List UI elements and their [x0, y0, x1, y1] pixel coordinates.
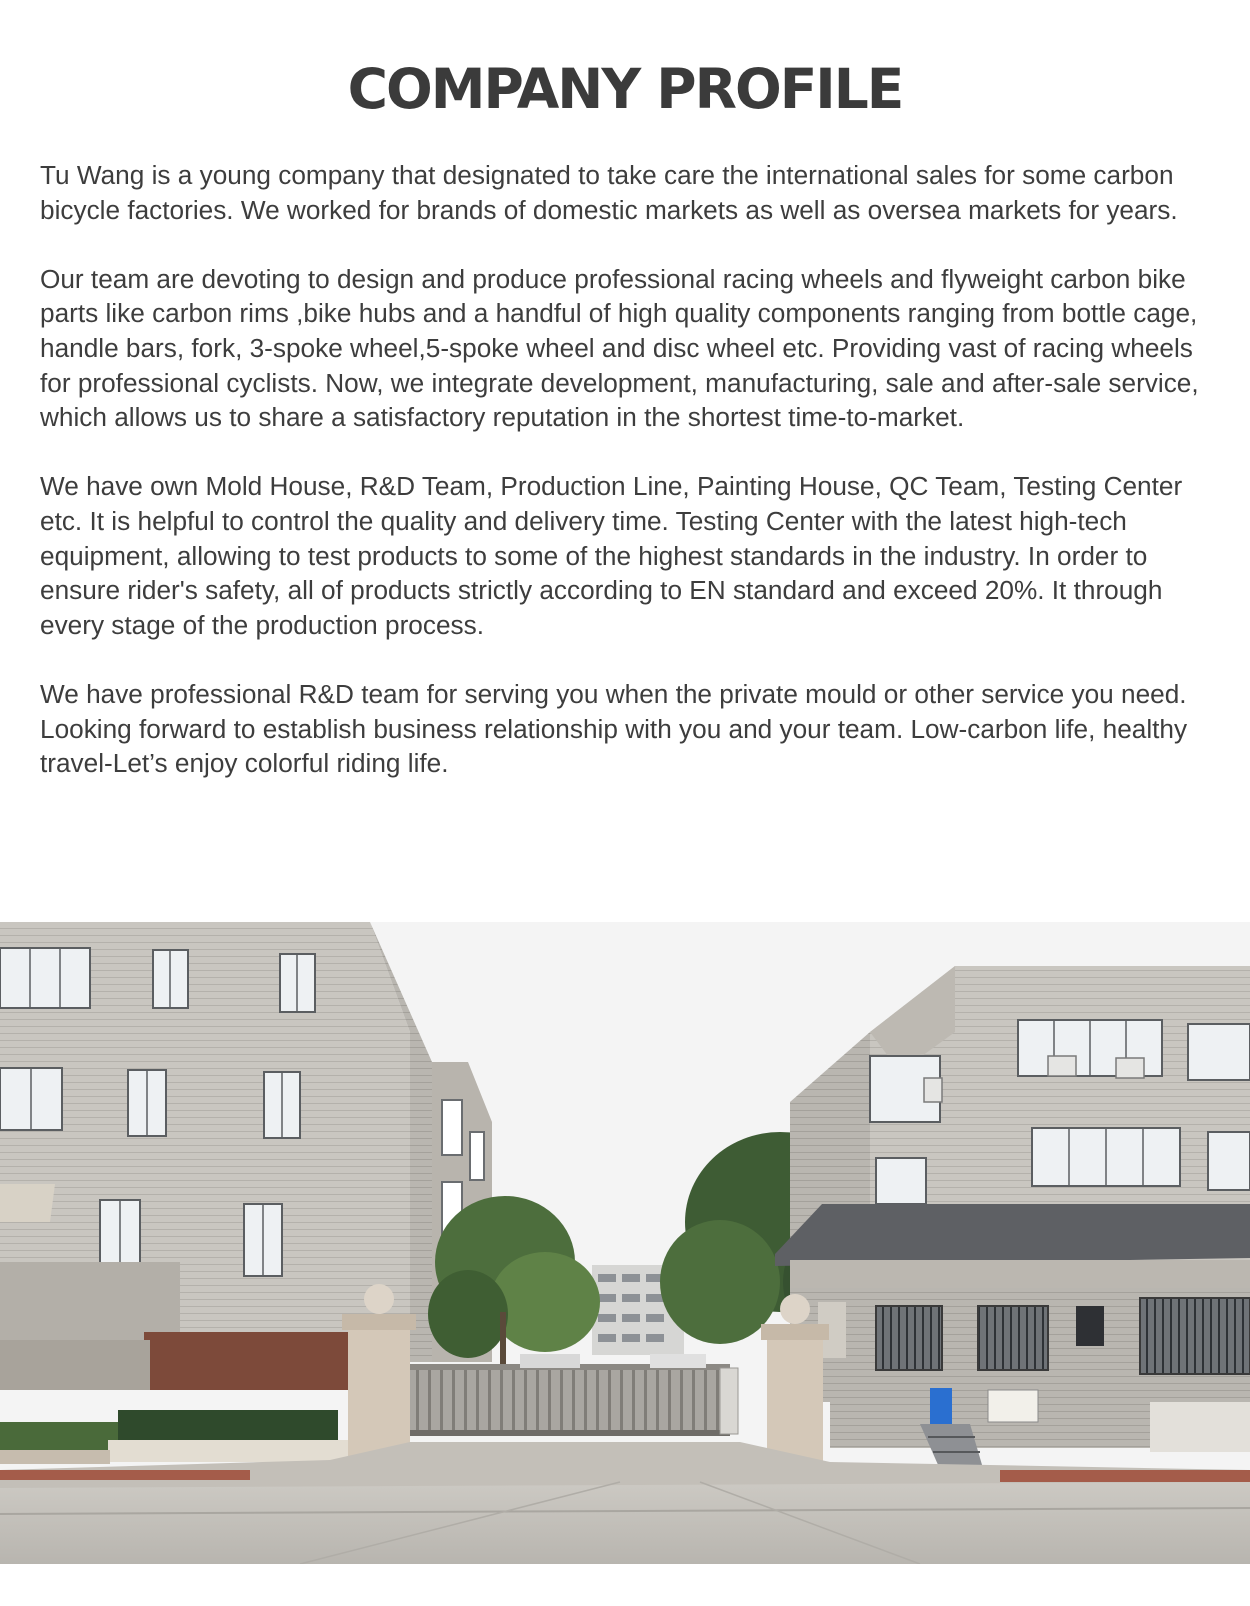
factory-gate-photo — [0, 922, 1250, 1564]
profile-paragraph-facilities: We have own Mold House, R&D Team, Production Line, Painting House, QC Team, Testing Center etc. It is helpful to control the quality and delivery time. Testing Center with the latest high-tech equipment, allowing to test products to some of the highest standards in the industry. In order to ensure rider's safety, all of products strictly according to EN standard and exceed 20%. It through every stage of the production process. — [40, 471, 1183, 640]
profile-paragraph-intro: Tu Wang is a young company that designated to take care the international sales for some carbon bicycle factories. We worked for brands of domestic markets as well as oversea markets for years. — [40, 160, 1178, 225]
profile-text — [40, 158, 1212, 815]
profile-paragraph-rd: We have professional R&D team for serving you when the private mould or other service you need. Looking forward to establish business relationship with you and your team. Low-carbon life, healthy travel-Let’s enjoy colorful riding life. — [40, 678, 1188, 779]
page-title: COMPANY PROFILE — [347, 57, 903, 121]
profile-paragraph-team: Our team are devoting to design and produce professional racing wheels and flyweight carbon bike parts like carbon rims ,bike hubs and a handful of high quality components ranging from bottle cage, handle bars, fork, 3-spoke wheel,5-spoke wheel and disc wheel etc. Providing vast of racing wheels for professional cyclists. Now, we integrate development, manufacturing, sale and after-sale service, which allows us to share a satisfactory reputation in the shortest time-to-market. — [40, 263, 1199, 433]
